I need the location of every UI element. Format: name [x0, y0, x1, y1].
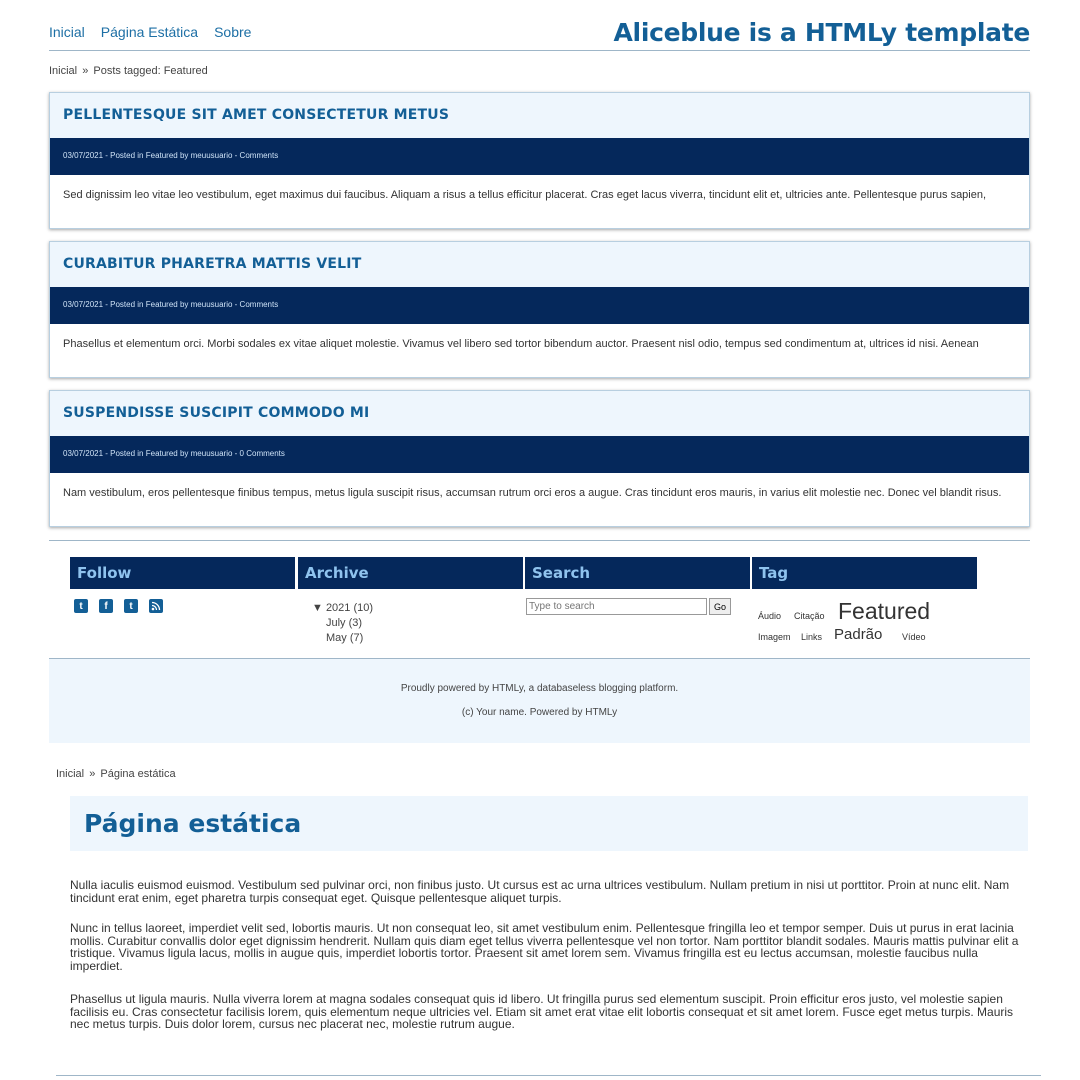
- page-paragraph: Nulla iaculis euismod euismod. Vestibulum sed pulvinar orci, non finibus justo. Ut cursus est ac urna ultrices vestibulum. Nullam pretium in nisi ut porttitor. Proin at nunc elit. Nam tincidunt erat enim, eget pharetra turpis consequat eget. Quisque pellentesque aliquet turpis.: [70, 878, 1010, 905]
- post-card: [49, 390, 1030, 527]
- follow-widget: [70, 557, 295, 613]
- search-widget: [525, 557, 750, 615]
- post-title-bar: [50, 391, 1029, 436]
- widget-title-search: Search: [525, 557, 750, 589]
- page-paragraph: Phasellus ut ligula mauris. Nulla viverra lorem at magna sodales consequat quis id libero. Ut fringilla purus sed elementum suscipit. Proin efficitur eros justo, vel molestie sapien facilisis eu. Cras consectetur facilisis lorem, quis elementum neque ultricies vel. Etiam sit amet erat vitae elit lobortis consequat et sit amet lorem. Fusce eget metus turpis. Mauris nec metus turpis. Duis dolor lorem, cursus nec placerat nec, molestie rutrum augue.: [70, 992, 1014, 1031]
- tag-link[interactable]: Featured: [838, 598, 931, 624]
- breadcrumb-current: Página estática: [100, 768, 176, 780]
- breadcrumb: [49, 65, 208, 77]
- tag-cloud: [752, 589, 977, 649]
- post-meta: 03/07/2021 - Posted in Featured by meuusuario - Comments: [50, 287, 1029, 324]
- widget-title-tag: Tag: [752, 557, 977, 589]
- archive-widget: [298, 557, 523, 646]
- archive-list: [298, 589, 523, 646]
- tag-widget: [752, 557, 977, 649]
- page-title-box: [70, 796, 1028, 851]
- widget-title-archive: Archive: [298, 557, 523, 589]
- breadcrumb: [56, 768, 176, 780]
- site-footer: [49, 658, 1030, 743]
- post-meta: 03/07/2021 - Posted in Featured by meuusuario - 0 Comments: [50, 436, 1029, 473]
- section-divider: [56, 1075, 1041, 1076]
- page-paragraph: Nunc in tellus laoreet, imperdiet velit sed, lobortis mauris. Ut non consequat leo, sit amet vestibulum enim. Pellentesque fringilla leo et tempor semper. Duis ut purus in erat lacinia mollis. Curabitur convallis dolor eget dignissim hendrerit. Nullam quis diam eget tellus viverra pellentesque vel non tortor. Nam porttitor blandit sodales. Mauris mattis pulvinar elit a tristique. Vivamus ligula lacus, mollis in augue quis, imperdiet lobortis tortor. Praesent sit amet lorem sem. Vivamus fringilla est eu lectus accumsan, molestie faucibus nulla imperdiet.: [70, 921, 1019, 973]
- section-divider: [49, 540, 1030, 541]
- search-input[interactable]: [526, 598, 707, 615]
- tag-link[interactable]: Imagem: [758, 632, 791, 642]
- social-links: [70, 589, 295, 613]
- breadcrumb-home-link[interactable]: Inicial: [49, 65, 78, 77]
- post-title[interactable]: SUSPENDISSE SUSCIPIT COMMODO MI: [63, 405, 370, 421]
- post-title[interactable]: PELLENTESQUE SIT AMET CONSECTETUR METUS: [63, 107, 450, 123]
- breadcrumb-current: Posts tagged: Featured: [93, 65, 208, 77]
- post-excerpt: Nam vestibulum, eros pellentesque finibus tempus, metus ligula suscipit risus, accumsan rutrum orci eros a augue. Cras tincidunt eros mauris, in varius elit molestie nec. Donec vel blandit risus.: [63, 487, 1002, 499]
- post-meta: 03/07/2021 - Posted in Featured by meuusuario - Comments: [50, 138, 1029, 175]
- tag-link[interactable]: Padrão: [834, 626, 883, 643]
- tag-link[interactable]: Citação: [794, 611, 825, 621]
- facebook-icon[interactable]: f: [99, 599, 113, 613]
- archive-month-link[interactable]: July (3): [326, 617, 363, 629]
- post-title[interactable]: CURABITUR PHARETRA MATTIS VELIT: [63, 256, 362, 272]
- nav-link-inicial[interactable]: Inicial: [49, 24, 85, 40]
- tag-link[interactable]: Vídeo: [902, 632, 926, 642]
- widget-title-follow: Follow: [70, 557, 295, 589]
- tag-link[interactable]: Links: [801, 632, 823, 642]
- twitter-icon[interactable]: t: [74, 599, 88, 613]
- post-title-bar: [50, 93, 1029, 138]
- post-card: [49, 92, 1030, 229]
- archive-year[interactable]: ▼ 2021 (10): [312, 602, 374, 614]
- site-title[interactable]: Aliceblue is a HTMLy template: [613, 18, 1030, 47]
- archive-month-link[interactable]: May (7): [326, 632, 364, 644]
- page-title: Página estática: [84, 809, 302, 838]
- tumblr-icon[interactable]: t: [124, 599, 138, 613]
- post-excerpt: Phasellus et elementum orci. Morbi sodales ex vitae aliquet molestie. Vivamus vel libero sed tortor bibendum auctor. Praesent nisl odio, tempus sed condimentum at, ultrices id nisi. Aenean: [63, 338, 979, 350]
- breadcrumb-separator: »: [82, 65, 89, 77]
- main-nav: [49, 24, 251, 40]
- footer-copyright: (c) Your name. Powered by HTMLy: [461, 707, 618, 718]
- post-title-bar: [50, 242, 1029, 287]
- breadcrumb-home-link[interactable]: Inicial: [56, 768, 85, 780]
- nav-link-sobre[interactable]: Sobre: [214, 24, 252, 40]
- search-form: [525, 589, 750, 615]
- footer-widgets: [70, 557, 980, 657]
- search-go-button[interactable]: Go: [709, 598, 731, 615]
- tag-link[interactable]: Áudio: [758, 611, 782, 621]
- post-excerpt: Sed dignissim leo vitae leo vestibulum, eget maximus dui faucibus. Aliquam a risus a tellus efficitur placerat. Cras eget lacus viverra, tincidunt elit et, ultricies ante. Pellentesque purus sapien,: [63, 189, 987, 201]
- post-card: [49, 241, 1030, 378]
- rss-icon[interactable]: [149, 599, 163, 613]
- site-header: [49, 18, 1030, 51]
- footer-powered-by: Proudly powered by HTMLy, a databaseless blogging platform.: [400, 683, 679, 694]
- nav-link-pagina-estatica[interactable]: Página Estática: [100, 24, 199, 40]
- breadcrumb-separator: »: [89, 768, 96, 780]
